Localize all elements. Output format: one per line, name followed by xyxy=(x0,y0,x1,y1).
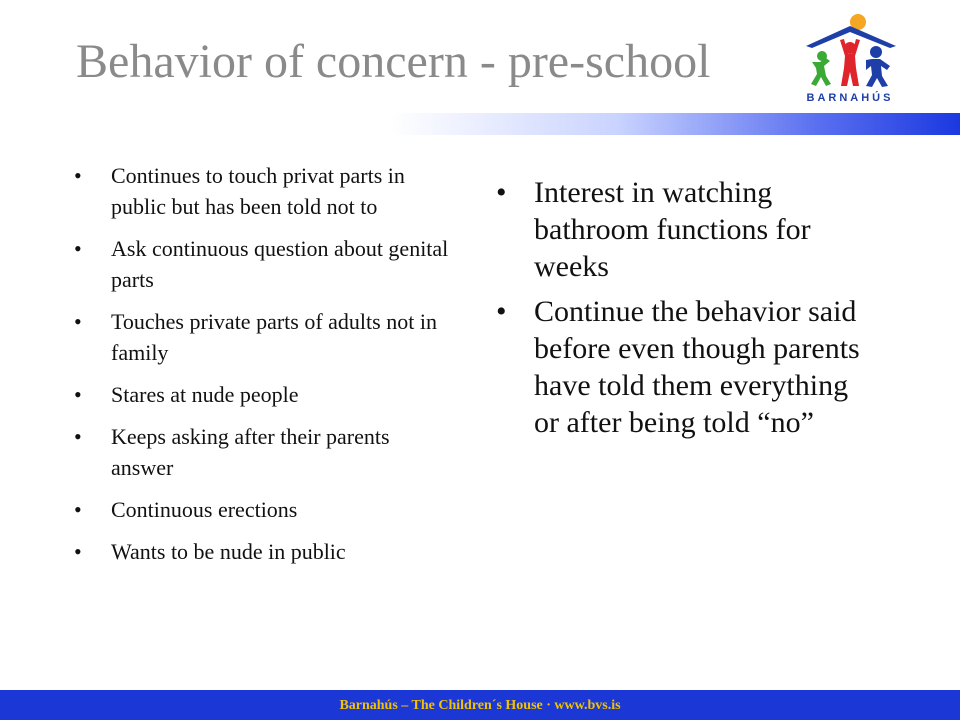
list-item: • Continue the behavior said before even though parents have told them everything or after being told “no” xyxy=(496,293,876,441)
right-bullet-list xyxy=(496,174,876,449)
list-item: • Ask continuous question about genital parts xyxy=(74,233,454,295)
footer-bar xyxy=(0,690,960,720)
list-item: • Wants to be nude in public xyxy=(74,536,454,567)
header-gradient-band xyxy=(390,113,960,135)
list-item: • Continuous erections xyxy=(74,494,454,525)
slide-title: Behavior of concern - pre-school xyxy=(76,35,711,88)
list-item: • Continues to touch privat parts in public but has been told not to xyxy=(74,160,454,222)
list-item: • Stares at nude people xyxy=(74,379,454,410)
barnahus-logo xyxy=(800,10,900,110)
list-item: • Touches private parts of adults not in family xyxy=(74,306,454,368)
list-item: • Keeps asking after their parents answer xyxy=(74,421,454,483)
left-bullet-list xyxy=(74,160,454,578)
logo-label: BARNAHÚS xyxy=(806,92,894,104)
barnahus-logo-icon xyxy=(800,10,900,92)
footer-text: Barnahús – The Children´s House · www.bvs.is xyxy=(339,698,621,713)
list-item: • Interest in watching bathroom functions for weeks xyxy=(496,174,876,285)
